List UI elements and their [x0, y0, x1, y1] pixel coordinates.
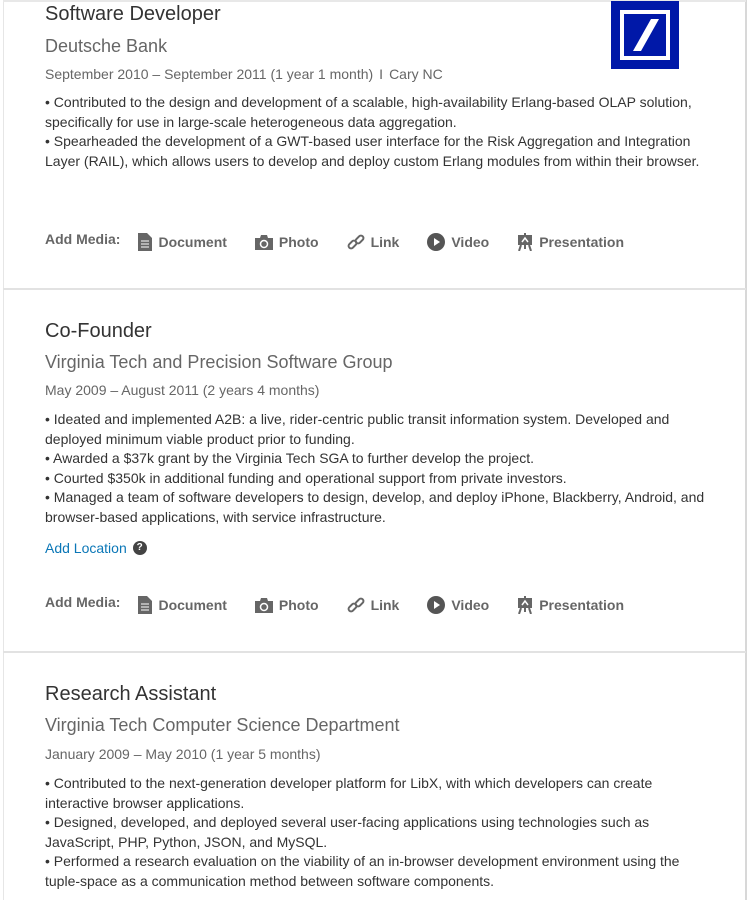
company-name: Virginia Tech and Precision Software Group [45, 352, 393, 372]
position-title: Co-Founder [45, 320, 152, 342]
presentation-label: Presentation [539, 234, 625, 250]
position-title: Software Developer [45, 3, 221, 25]
bullet: • Courted $350k in additional funding and operational support from private investors. [45, 469, 567, 486]
bullet: • Managed a team of software developers to design, develop, and deploy iPhone, Blackberry, Android, and browser-based applications, with service infrastructure. [45, 489, 705, 525]
add-location [45, 540, 147, 556]
bullet: • Performed a research evaluation on the viability of an in-browser development environment using the tuple-space as a communication method between software components. [45, 853, 680, 889]
video-label: Video [451, 597, 490, 613]
add-presentation-button[interactable] [517, 596, 624, 614]
date-range [45, 66, 443, 82]
link-label: Link [370, 597, 400, 613]
camera-icon [255, 235, 273, 250]
add-location-link[interactable]: Add Location [45, 540, 127, 556]
bullet: • Designed, developed, and deployed several user-facing applications using technologies such as JavaScript, PHP, Python, JSON, and MySQL. [45, 814, 650, 850]
add-video-button[interactable] [427, 596, 489, 614]
presentation-icon [517, 596, 533, 614]
add-link-button[interactable] [347, 596, 400, 614]
date-text: September 2010 – September 2011 (1 year 1 month) [45, 66, 374, 82]
location-text: Cary NC [389, 66, 443, 82]
document-label: Document [158, 234, 227, 250]
document-label: Document [158, 597, 227, 613]
presentation-label: Presentation [539, 597, 625, 613]
presentation-icon [517, 233, 533, 251]
add-document-button[interactable] [138, 596, 226, 614]
position-co-founder [45, 290, 715, 652]
add-media-bar [45, 596, 652, 614]
add-link-button[interactable] [347, 233, 400, 251]
date-text: January 2009 – May 2010 (1 year 5 months) [45, 746, 321, 762]
bullet: • Contributed to the design and development of a scalable, high-availability Erlang-based OLAP solution, specifically for use in large-scale heterogeneous data aggregation. [45, 94, 692, 130]
separator: I [379, 66, 384, 82]
add-document-button[interactable] [138, 233, 226, 251]
link-icon [347, 596, 365, 614]
add-media-bar [45, 233, 652, 251]
position-research-assistant [45, 653, 715, 900]
bullet: • Contributed to the next-generation developer platform for LibX, with which developers can create interactive browser applications. [45, 775, 653, 811]
play-icon [427, 596, 445, 614]
date-text: May 2009 – August 2011 (2 years 4 months) [45, 382, 320, 398]
deutsche-bank-logo [611, 1, 679, 69]
add-presentation-button[interactable] [517, 233, 624, 251]
photo-label: Photo [278, 234, 319, 250]
add-media-label: Add Media: [45, 594, 121, 610]
description [45, 93, 713, 171]
bullet: • Ideated and implemented A2B: a live, rider-centric public transit information system. Developed and deployed minimum viable product prior to funding. [45, 411, 670, 447]
document-icon [138, 233, 152, 251]
description [45, 774, 713, 891]
link-icon [347, 233, 365, 251]
camera-icon [255, 598, 273, 613]
position-title: Research Assistant [45, 683, 217, 705]
link-label: Link [370, 234, 400, 250]
add-photo-button[interactable] [255, 597, 319, 613]
add-photo-button[interactable] [255, 234, 319, 250]
document-icon [138, 596, 152, 614]
photo-label: Photo [278, 597, 319, 613]
company-name: Deutsche Bank [45, 36, 168, 56]
bullet: • Spearheaded the development of a GWT-based user interface for the Risk Aggregation and Integration Layer (RAIL), which allows users to develop and deploy custom Erlang modules from within their browser. [45, 133, 700, 169]
play-icon [427, 233, 445, 251]
add-media-label: Add Media: [45, 231, 121, 247]
company-name: Virginia Tech Computer Science Department [45, 715, 400, 735]
video-label: Video [451, 234, 490, 250]
help-icon[interactable]: ? [133, 541, 147, 555]
bullet: • Awarded a $37k grant by the Virginia Tech SGA to further develop the project. [45, 450, 534, 466]
description [45, 410, 713, 527]
add-video-button[interactable] [427, 233, 489, 251]
